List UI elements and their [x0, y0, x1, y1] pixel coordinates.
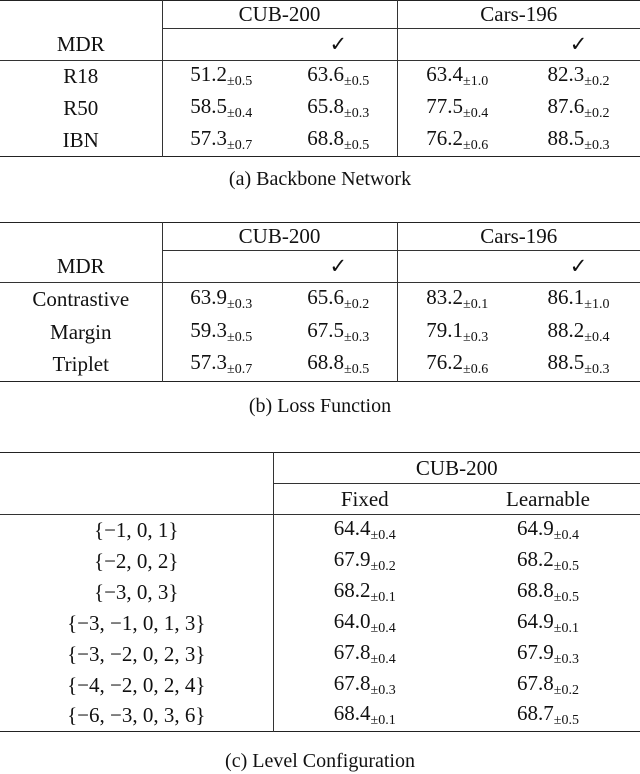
- result-cell: [456, 515, 640, 546]
- row-label: {−4, −2, 0, 2, 4}: [0, 670, 273, 701]
- std-value: ±0.5: [227, 329, 253, 345]
- mean-value: 68.7: [517, 701, 554, 726]
- row-label: Triplet: [0, 349, 162, 382]
- caption-b: (b) Loss Function: [248, 395, 392, 417]
- check-mark: ✓: [569, 254, 588, 278]
- std-value: ±0.2: [344, 296, 370, 312]
- std-value: ±0.5: [344, 137, 370, 153]
- mean-value: 59.3: [190, 317, 228, 342]
- mean-value: 76.2: [426, 125, 464, 150]
- mean-value: 64.9: [517, 608, 554, 633]
- std-value: ±0.5: [553, 713, 579, 729]
- result-cell: [273, 670, 456, 701]
- result-cell: [273, 639, 456, 670]
- table-row: [0, 608, 640, 639]
- mean-value: 67.9: [333, 546, 371, 571]
- mean-value: 88.5: [547, 125, 585, 150]
- std-value: ±0.2: [584, 106, 610, 121]
- result-cell: [456, 639, 640, 670]
- result-cell: [517, 61, 640, 93]
- mean-value: 65.6: [307, 284, 345, 309]
- std-value: ±0.4: [227, 106, 253, 121]
- result-cell: [280, 125, 397, 157]
- result-cell: [280, 349, 397, 382]
- std-value: ±0.6: [463, 362, 489, 378]
- result-cell: [162, 283, 280, 316]
- result-cell: [273, 608, 456, 639]
- mean-value: 68.8: [307, 350, 345, 375]
- check-mark: ✓: [280, 29, 397, 61]
- mdr-label: MDR: [0, 251, 162, 283]
- std-value: ±0.3: [553, 651, 579, 667]
- mean-value: 63.6: [307, 62, 345, 87]
- std-value: ±0.5: [553, 558, 579, 574]
- result-cell: [273, 546, 456, 577]
- result-cell: [456, 546, 640, 577]
- caption-c: (c) Level Configuration: [225, 750, 415, 772]
- mean-value: 64.0: [333, 608, 371, 633]
- result-cell: [517, 93, 640, 125]
- std-value: ±0.4: [553, 527, 579, 543]
- std-value: ±0.2: [370, 558, 396, 574]
- std-value: ±0.5: [344, 74, 370, 90]
- result-cell: [273, 577, 456, 608]
- table-level-configuration: [0, 452, 640, 732]
- column-header-fixed: Fixed: [340, 486, 389, 511]
- dataset-header-cub: CUB-200: [162, 1, 397, 29]
- row-label: IBN: [0, 125, 162, 157]
- mean-value: 51.2: [190, 62, 228, 87]
- result-cell: [456, 670, 640, 701]
- mean-value: 86.1: [547, 284, 585, 309]
- std-value: ±0.3: [227, 296, 253, 312]
- row-label: Contrastive: [0, 283, 162, 316]
- result-cell: [280, 61, 397, 93]
- result-cell: [517, 316, 640, 349]
- result-cell: [456, 577, 640, 608]
- table-row: [0, 546, 640, 577]
- std-value: ±0.5: [344, 362, 370, 378]
- mean-value: 63.9: [190, 284, 228, 309]
- mean-value: 65.8: [307, 94, 345, 118]
- table-row: [0, 639, 640, 670]
- mean-value: 83.2: [426, 284, 464, 309]
- mean-value: 57.3: [190, 350, 228, 375]
- std-value: ±0.3: [584, 137, 610, 153]
- row-label: {−3, −2, 0, 2, 3}: [0, 639, 273, 670]
- std-value: ±0.4: [463, 106, 489, 121]
- result-cell: [397, 61, 517, 93]
- mean-value: 77.5: [426, 94, 464, 118]
- mean-value: 88.2: [547, 317, 585, 342]
- table-row: [0, 61, 640, 93]
- result-cell: [456, 701, 640, 732]
- std-value: ±0.7: [227, 137, 253, 153]
- std-value: ±0.5: [553, 589, 579, 605]
- dataset-header-cub: CUB-200: [273, 453, 640, 484]
- table-loss-function: [0, 222, 640, 382]
- std-value: ±1.0: [584, 296, 610, 312]
- result-cell: [397, 349, 517, 382]
- result-cell: [162, 61, 280, 93]
- caption-a: (a) Backbone Network: [228, 168, 412, 190]
- result-cell: [456, 608, 640, 639]
- table-row: [0, 701, 640, 732]
- row-label: {−3, −1, 0, 1, 3}: [0, 608, 273, 639]
- mean-value: 67.9: [517, 639, 554, 664]
- table-row: [0, 515, 640, 546]
- table-backbone-network: [0, 0, 640, 157]
- std-value: ±0.3: [584, 362, 610, 378]
- mean-value: 67.8: [333, 639, 371, 664]
- mean-value: 87.6: [547, 94, 585, 118]
- mean-value: 82.3: [547, 62, 585, 87]
- column-header-learnable: Learnable: [506, 486, 590, 511]
- result-cell: [397, 93, 517, 125]
- mean-value: 57.3: [190, 125, 228, 150]
- result-cell: [162, 316, 280, 349]
- std-value: ±0.3: [463, 329, 489, 345]
- mean-value: 88.5: [547, 350, 585, 375]
- table-row: [0, 670, 640, 701]
- std-value: ±0.1: [370, 589, 396, 605]
- result-cell: [517, 349, 640, 382]
- std-value: ±0.2: [553, 682, 579, 698]
- table-row: [0, 316, 640, 349]
- std-value: ±0.3: [344, 106, 370, 121]
- row-label: R18: [0, 61, 162, 93]
- std-value: ±1.0: [463, 74, 489, 90]
- result-cell: [280, 283, 397, 316]
- check-mark: ✓: [569, 32, 588, 56]
- dataset-header-cub: CUB-200: [162, 223, 397, 251]
- row-label: {−1, 0, 1}: [0, 515, 273, 546]
- std-value: ±0.1: [553, 620, 579, 636]
- mean-value: 68.2: [333, 577, 371, 602]
- mean-value: 67.8: [333, 670, 371, 695]
- mean-value: 68.4: [333, 701, 371, 726]
- table-row: [0, 577, 640, 608]
- table-row: [0, 93, 640, 125]
- mean-value: 68.8: [307, 125, 345, 150]
- result-cell: [397, 125, 517, 157]
- result-cell: [517, 283, 640, 316]
- check-mark: ✓: [280, 251, 397, 283]
- result-cell: [517, 125, 640, 157]
- result-cell: [280, 316, 397, 349]
- std-value: ±0.1: [370, 713, 396, 729]
- row-label: R50: [0, 93, 162, 125]
- std-value: ±0.4: [370, 527, 396, 543]
- std-value: ±0.7: [227, 362, 253, 378]
- mean-value: 67.8: [517, 670, 554, 695]
- row-label: {−2, 0, 2}: [0, 546, 273, 577]
- mean-value: 79.1: [426, 317, 464, 342]
- result-cell: [280, 93, 397, 125]
- result-cell: [273, 701, 456, 732]
- row-label: Margin: [0, 316, 162, 349]
- std-value: ±0.3: [370, 682, 396, 698]
- mdr-label: MDR: [0, 29, 162, 61]
- row-label: {−6, −3, 0, 3, 6}: [0, 701, 273, 732]
- std-value: ±0.3: [344, 329, 370, 345]
- std-value: ±0.2: [584, 74, 610, 90]
- std-value: ±0.1: [463, 296, 489, 312]
- mean-value: 68.2: [517, 546, 554, 571]
- std-value: ±0.6: [463, 137, 489, 153]
- result-cell: [162, 125, 280, 157]
- table-row: [0, 349, 640, 382]
- dataset-header-cars: Cars-196: [397, 1, 640, 29]
- table-row: [0, 283, 640, 316]
- row-label: {−3, 0, 3}: [0, 577, 273, 608]
- table-row: [0, 125, 640, 157]
- result-cell: [397, 283, 517, 316]
- mean-value: 58.5: [190, 94, 228, 118]
- mean-value: 63.4: [426, 62, 464, 87]
- mean-value: 76.2: [426, 350, 464, 375]
- std-value: ±0.5: [227, 74, 253, 90]
- result-cell: [162, 349, 280, 382]
- mean-value: 67.5: [307, 317, 345, 342]
- std-value: ±0.4: [370, 651, 396, 667]
- result-cell: [162, 93, 280, 125]
- mean-value: 64.4: [333, 515, 371, 540]
- dataset-header-cars: Cars-196: [397, 223, 640, 251]
- mean-value: 68.8: [517, 577, 554, 602]
- std-value: ±0.4: [370, 620, 396, 636]
- result-cell: [397, 316, 517, 349]
- result-cell: [273, 515, 456, 546]
- mean-value: 64.9: [517, 515, 554, 540]
- std-value: ±0.4: [584, 329, 610, 345]
